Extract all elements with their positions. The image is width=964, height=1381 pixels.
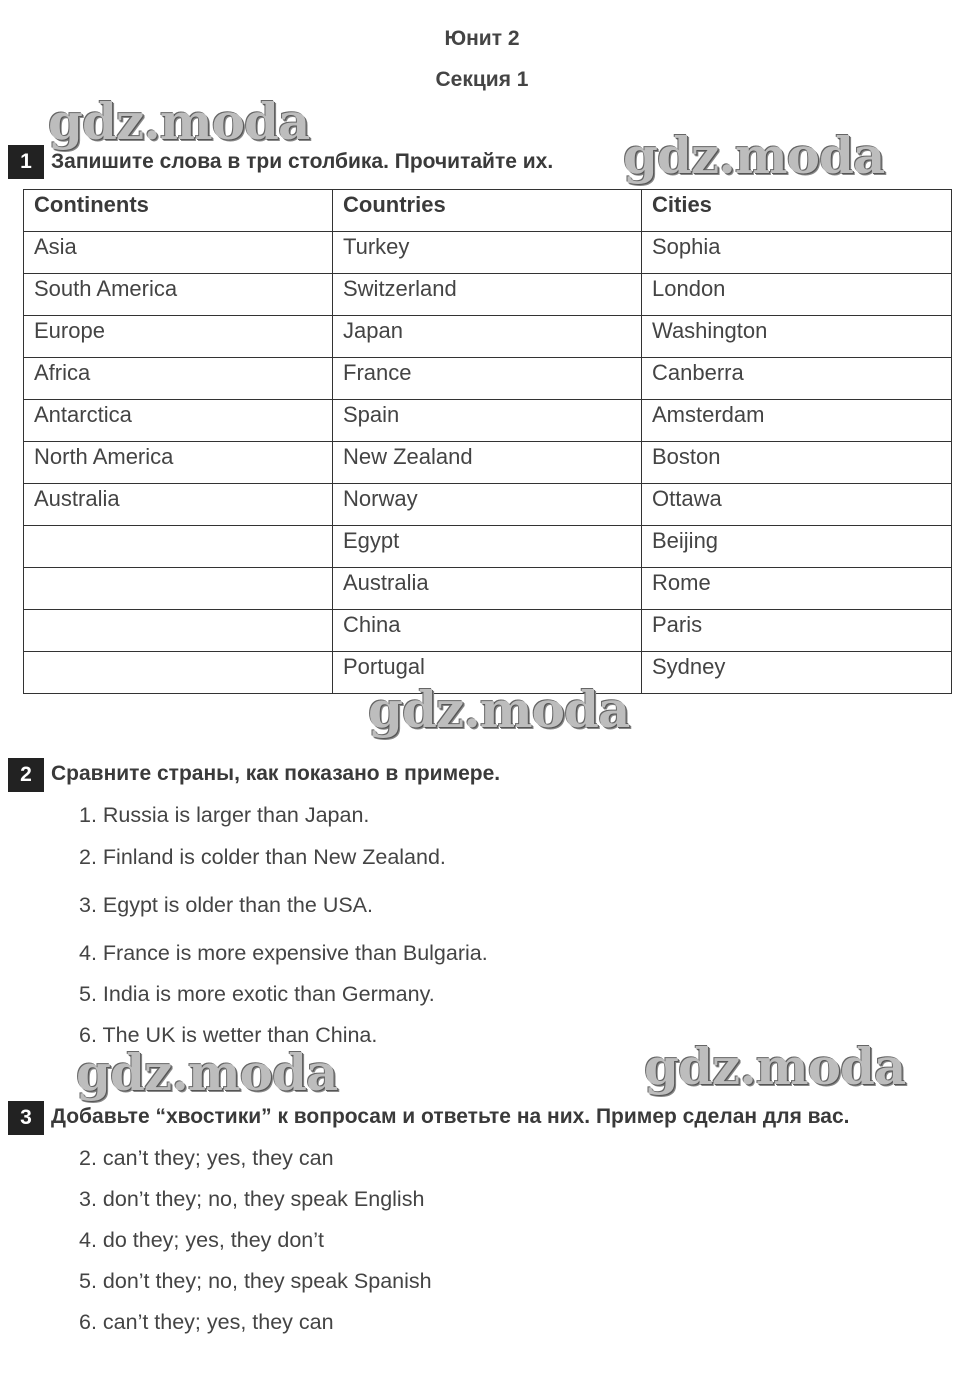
table-cell: Africa [24, 358, 333, 400]
words-table [23, 189, 952, 694]
table-row [24, 484, 952, 526]
table-cell: Sydney [642, 652, 952, 694]
table-cell: Washington [642, 316, 952, 358]
table-cell: Beijing [642, 526, 952, 568]
table-cell: France [333, 358, 642, 400]
task3-item: 2. can’t they; yes, they can [79, 1146, 334, 1170]
table-cell [24, 568, 333, 610]
table-row [24, 232, 952, 274]
table-cell: Sophia [642, 232, 952, 274]
table-cell: South America [24, 274, 333, 316]
table-cell: Europe [24, 316, 333, 358]
table-row [24, 652, 952, 694]
table-cell: Portugal [333, 652, 642, 694]
table-row [24, 526, 952, 568]
table-cell: North America [24, 442, 333, 484]
task2-item: 3. Egypt is older than the USA. [79, 893, 373, 917]
unit-heading: Юнит 2 [444, 27, 520, 50]
table-cell: Australia [24, 484, 333, 526]
table-cell: Asia [24, 232, 333, 274]
table-row [24, 358, 952, 400]
task1-title: Запишите слова в три столбика. Прочитайте их. [51, 150, 554, 173]
table-row [24, 400, 952, 442]
table-cell: China [333, 610, 642, 652]
table-cell: Switzerland [333, 274, 642, 316]
table-cell: Spain [333, 400, 642, 442]
table-cell: Paris [642, 610, 952, 652]
table-cell: Canberra [642, 358, 952, 400]
column-header-countries: Countries [333, 190, 642, 232]
table-cell: Amsterdam [642, 400, 952, 442]
table-cell: London [642, 274, 952, 316]
table-row [24, 316, 952, 358]
table-row [24, 610, 952, 652]
task2-number-badge: 2 [8, 758, 44, 792]
table-cell: Ottawa [642, 484, 952, 526]
table-header-row [24, 190, 952, 232]
table-row [24, 274, 952, 316]
table-cell: Boston [642, 442, 952, 484]
table-row [24, 442, 952, 484]
watermark-logo: gdz.moda [368, 680, 630, 739]
table-cell [24, 652, 333, 694]
table-cell: Egypt [333, 526, 642, 568]
task3-item: 4. do they; yes, they don’t [79, 1228, 325, 1252]
watermark-logo: gdz.moda [623, 126, 885, 185]
watermark-logo: gdz.moda [48, 92, 310, 151]
task2-item: 2. Finland is colder than New Zealand. [79, 845, 446, 869]
task3-title: Добавьте “хвостики” к вопросам и ответьте на них. Пример сделан для вас. [51, 1105, 850, 1128]
table-cell: Australia [333, 568, 642, 610]
table-cell: Rome [642, 568, 952, 610]
task2-item: 1. Russia is larger than Japan. [79, 803, 370, 827]
table-cell: Turkey [333, 232, 642, 274]
column-header-cities: Cities [642, 190, 952, 232]
task2-item: 6. The UK is wetter than China. [79, 1023, 378, 1047]
task3-item: 3. don’t they; no, they speak English [79, 1187, 425, 1211]
column-header-continents: Continents [24, 190, 333, 232]
watermark-logo: gdz.moda [644, 1037, 906, 1096]
task2-title: Сравните страны, как показано в примере. [51, 762, 501, 785]
task3-item: 5. don’t they; no, they speak Spanish [79, 1269, 432, 1293]
table-cell: Japan [333, 316, 642, 358]
table-cell: Norway [333, 484, 642, 526]
task3-item: 6. can’t they; yes, they can [79, 1310, 334, 1334]
task2-item: 5. India is more exotic than Germany. [79, 982, 435, 1006]
table-cell: New Zealand [333, 442, 642, 484]
watermark-logo: gdz.moda [76, 1043, 338, 1102]
table-cell [24, 610, 333, 652]
table-row [24, 568, 952, 610]
table-cell [24, 526, 333, 568]
section-heading: Секция 1 [435, 68, 529, 91]
task1-number-badge: 1 [8, 145, 44, 179]
task3-number-badge: 3 [8, 1101, 44, 1135]
task2-item: 4. France is more expensive than Bulgaria. [79, 941, 488, 965]
table-cell: Antarctica [24, 400, 333, 442]
